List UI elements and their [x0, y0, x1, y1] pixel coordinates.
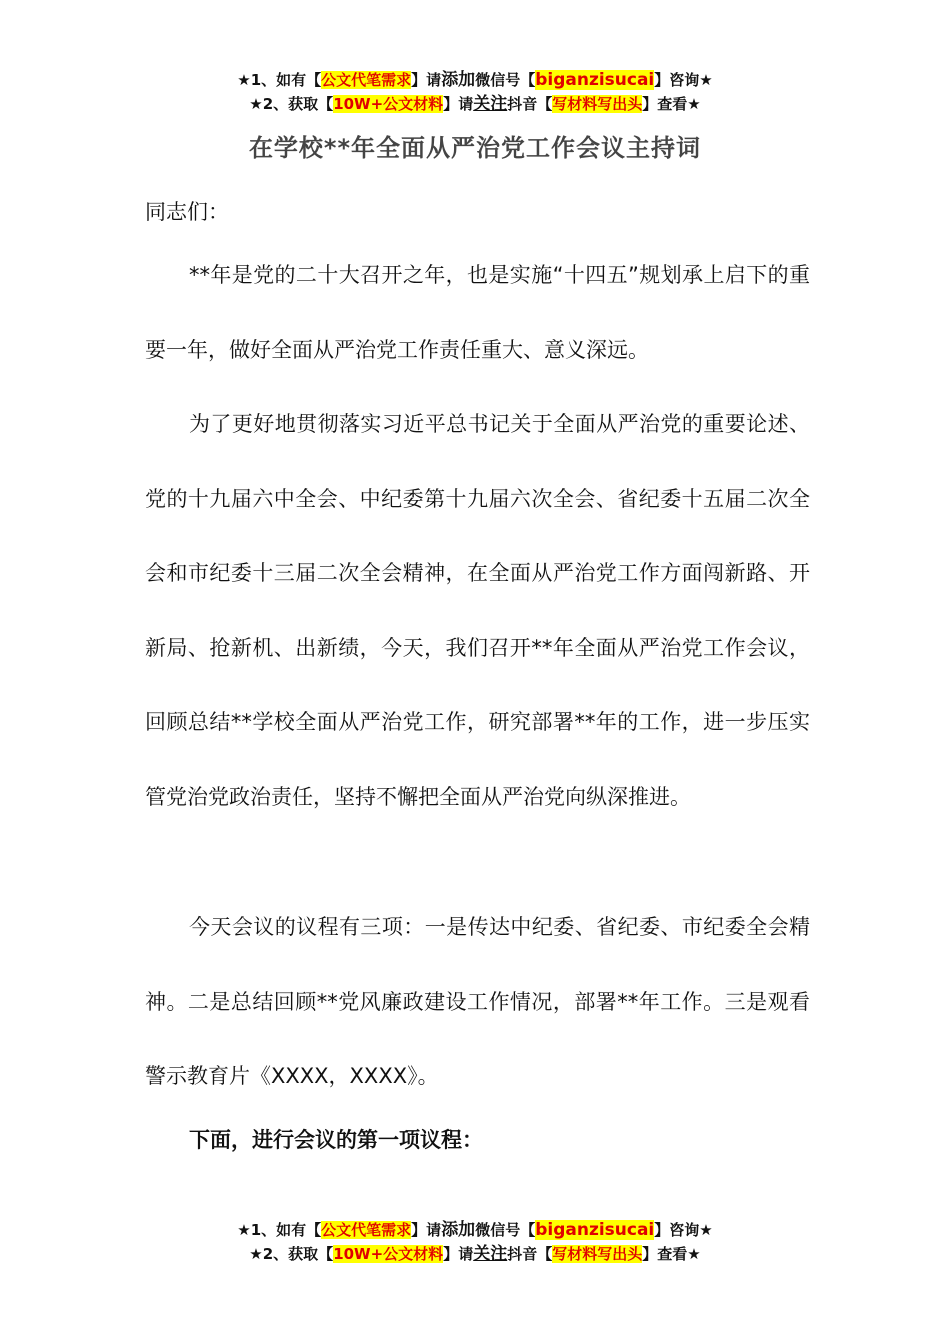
paragraph: 为了更好地贯彻落实习近平总书记关于全面从严治党的重要论述、党的十九届六中全会、中纪委第十九届六次全会、省纪委十五届二次全会和市纪委十三届二次全会精神，在全面从严治党工作方面闯新路、开新局、抢新机、出新绩，今天，我们召开**年全面从严治党工作会议，回顾总结**学校全面从严治党工作，研究部署**年的工作，进一步压实管党治党政治责任，坚持不懈把全面从严治党向纵深推进。 — [145, 412, 810, 809]
banner-emphasis: 关注 — [473, 1244, 508, 1264]
document-title: 在学校**年全面从严治党工作会议主持词 — [248, 134, 702, 162]
banner-text: 】请 — [411, 1221, 442, 1239]
banner-emphasis: 关注 — [473, 94, 508, 114]
banner-line-2 — [0, 1242, 950, 1266]
banner-text: 】请 — [443, 1245, 474, 1263]
banner-line-1 — [0, 68, 950, 92]
document-body-agenda — [145, 890, 810, 1114]
paragraph: **年是党的二十大召开之年，也是实施“十四五”规划承上启下的重要一年，做好全面从严治党工作责任重大、意义深远。 — [145, 263, 810, 362]
paragraph: 今天会议的议程有三项：一是传达中纪委、省纪委、市纪委全会精神。二是总结回顾**党风廉政建设工作情况，部署**年工作。三是观看警示教育片《XXXX，XXXX》。 — [145, 915, 810, 1088]
banner-text: 微信号【 — [475, 1221, 536, 1239]
banner-line-2 — [0, 92, 950, 116]
banner-text: 抖音【 — [507, 95, 553, 113]
banner-emphasis: 添加 — [441, 1220, 476, 1240]
banner-highlight: 公文代笔需求 — [321, 1221, 412, 1239]
footer-banner — [0, 1218, 950, 1266]
banner-text: 】查看★ — [642, 95, 701, 113]
banner-text: 】请 — [443, 95, 474, 113]
banner-text: 抖音【 — [507, 1245, 553, 1263]
banner-text: 】咨询★ — [654, 1221, 713, 1239]
banner-text: ★1、如有【 — [237, 1221, 322, 1239]
document-body — [145, 238, 810, 834]
banner-text: 】查看★ — [642, 1245, 701, 1263]
banner-text: 】请 — [411, 71, 442, 89]
banner-text: ★2、获取【 — [249, 1245, 334, 1263]
banner-text: ★2、获取【 — [249, 95, 334, 113]
greeting: 同志们： — [145, 200, 229, 224]
banner-highlight: 10W+公文材料 — [333, 95, 444, 113]
banner-emphasis: 添加 — [441, 70, 476, 90]
banner-line-1 — [0, 1218, 950, 1242]
banner-highlight: 公文代笔需求 — [321, 71, 412, 89]
banner-text: 微信号【 — [475, 71, 536, 89]
banner-text: ★1、如有【 — [237, 71, 322, 89]
banner-douyin-id: 写材料写出头 — [552, 95, 643, 113]
banner-wechat-id: biganzisucai — [535, 70, 655, 90]
banner-text: 】咨询★ — [654, 71, 713, 89]
banner-wechat-id: biganzisucai — [535, 1220, 655, 1240]
banner-highlight: 10W+公文材料 — [333, 1245, 444, 1263]
banner-douyin-id: 写材料写出头 — [552, 1245, 643, 1263]
agenda-heading: 下面，进行会议的第一项议程： — [189, 1128, 483, 1152]
header-banner — [0, 68, 950, 116]
